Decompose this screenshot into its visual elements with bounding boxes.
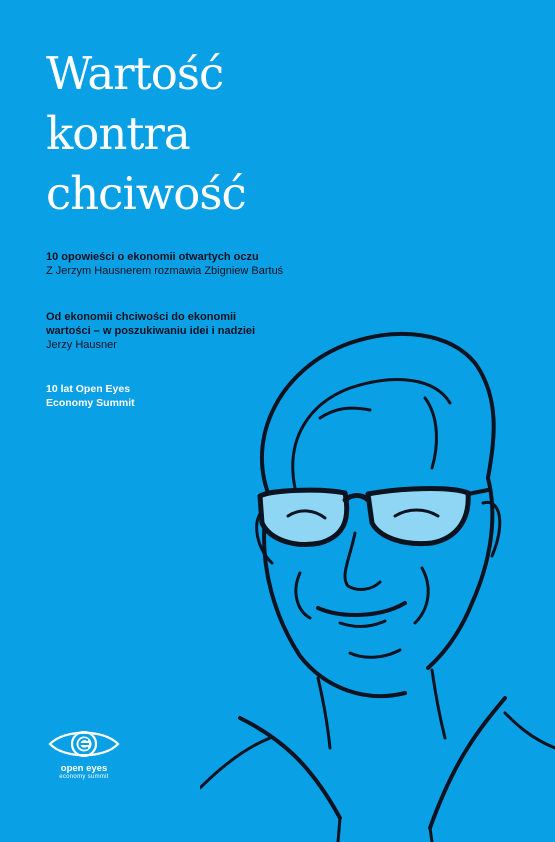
shirt-left bbox=[200, 738, 270, 788]
nose bbox=[345, 533, 380, 589]
glasses-bridge bbox=[345, 496, 368, 501]
glasses-left-lens bbox=[260, 490, 347, 544]
hair-strand-2 bbox=[320, 408, 370, 418]
title-line-1: Wartość bbox=[46, 47, 224, 100]
anniversary-line-1: 10 lat Open Eyes bbox=[46, 383, 131, 395]
book-title bbox=[46, 44, 406, 224]
subtitle-1-author: Z Jerzym Hausnerem rozmawia Zbigniew Bartuś bbox=[46, 265, 284, 277]
logo-name: open eyes bbox=[60, 763, 108, 774]
lower-lip bbox=[340, 621, 385, 627]
logo-subtitle: economy summit bbox=[59, 774, 109, 780]
title-line-3: chciwość bbox=[46, 167, 246, 220]
shirt-seam bbox=[338, 818, 340, 842]
open-eyes-logo-icon bbox=[46, 726, 122, 762]
open-eyes-logo bbox=[34, 726, 134, 796]
anniversary-block bbox=[46, 382, 135, 410]
subtitle-2-bold-line-1: Od ekonomii chciwości do ekonomii bbox=[46, 311, 237, 323]
neck-left bbox=[318, 678, 330, 748]
face-left bbox=[264, 518, 405, 696]
shirt-right bbox=[505, 713, 555, 748]
collar-left bbox=[240, 718, 340, 818]
anniversary-line-2: Economy Summit bbox=[46, 397, 135, 409]
subtitle-2-bold-line-2: wartości – w poszukiwaniu idei i nadziei bbox=[46, 325, 256, 337]
glasses-right-lens bbox=[368, 489, 468, 544]
glasses-temple bbox=[468, 490, 488, 494]
subtitle-1-bold: 10 opowieści o ekonomii otwartych oczu bbox=[46, 251, 259, 263]
shirt-seam-2 bbox=[430, 828, 432, 842]
cheek-line-right bbox=[415, 568, 428, 623]
subtitle-2-author: Jerzy Hausner bbox=[46, 339, 117, 351]
hair-inner bbox=[293, 380, 450, 488]
title-line-2: kontra bbox=[46, 107, 190, 160]
chin bbox=[350, 650, 400, 657]
hair-strand bbox=[425, 398, 436, 468]
portrait-illustration bbox=[200, 318, 555, 842]
mouth bbox=[318, 603, 405, 615]
hair-outline bbox=[262, 334, 494, 498]
subtitle-block-1 bbox=[46, 250, 283, 278]
neck-right bbox=[432, 670, 445, 738]
cheek-line-left bbox=[296, 573, 310, 618]
